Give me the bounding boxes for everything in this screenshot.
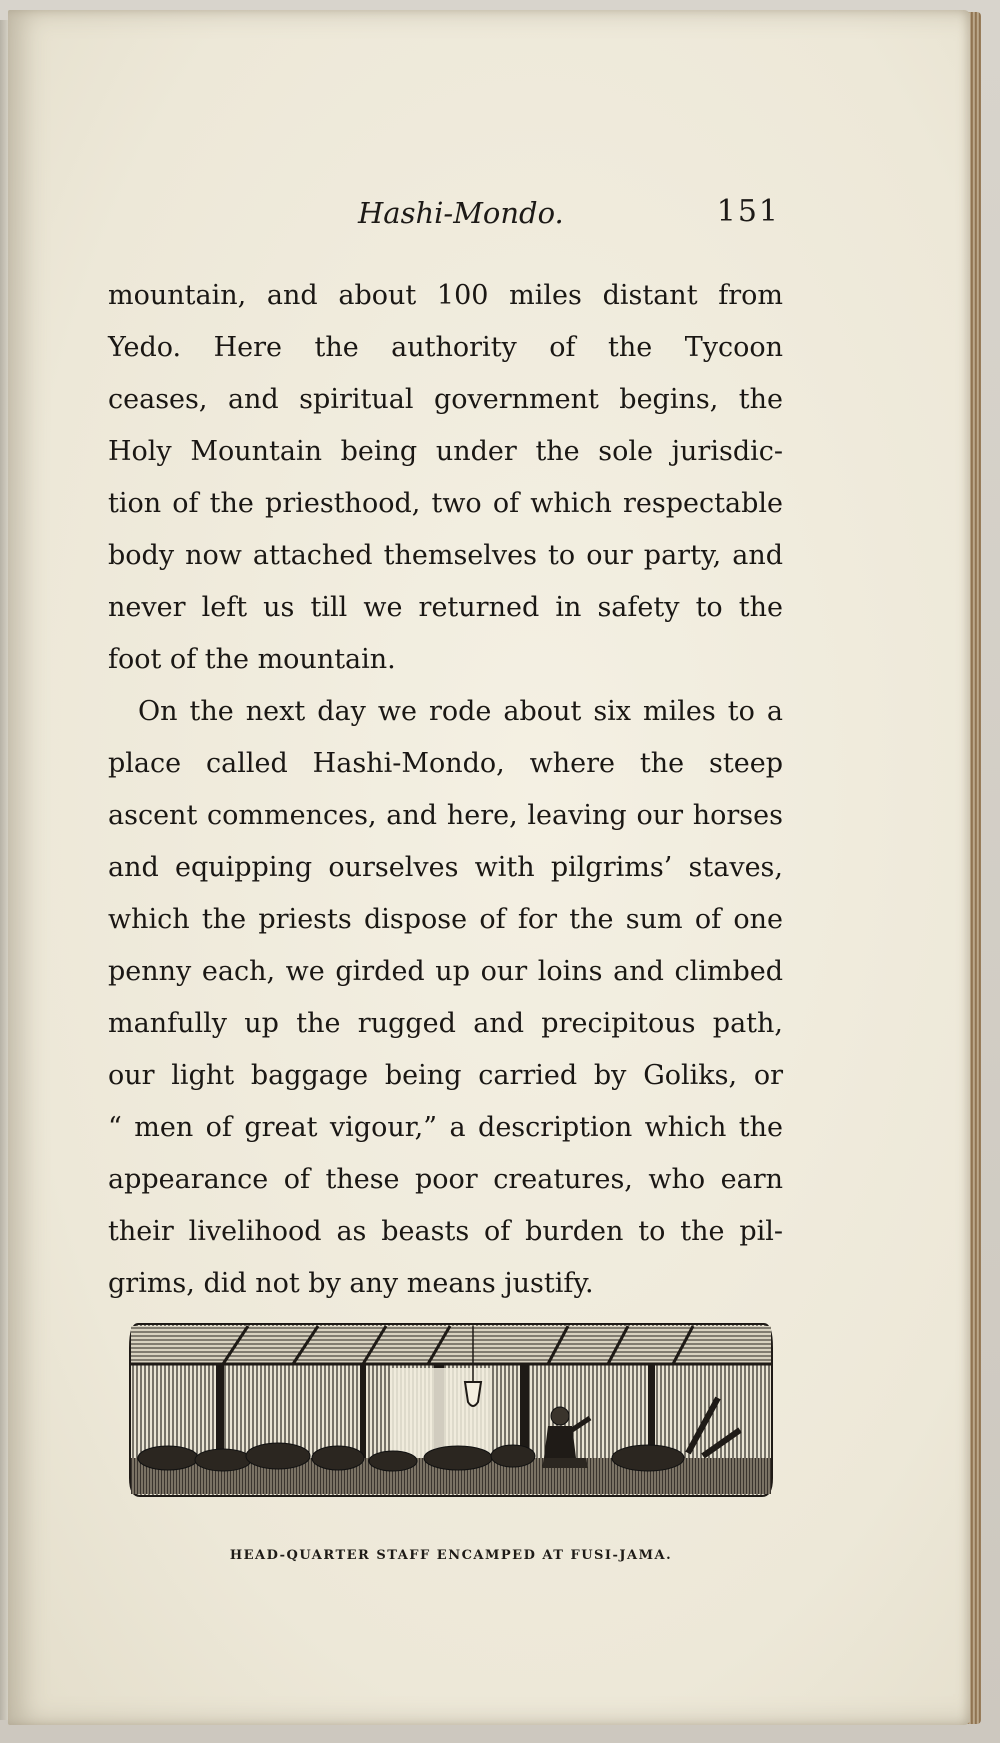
paragraph-2 <box>108 686 783 1310</box>
text-line: ceases, and spiritual government begins, the <box>108 384 783 415</box>
text-line: Holy Mountain being under the sole jurisdic- <box>108 436 783 467</box>
text-line: mountain, and about 100 miles distant from <box>108 280 783 311</box>
running-title: Hashi-Mondo. <box>358 196 564 230</box>
text-line: which the priests dispose of for the sum of one <box>108 904 783 935</box>
text-line: “ men of great vigour,” a description which the <box>108 1112 783 1143</box>
running-head <box>100 196 780 236</box>
text-line: foot of the mountain. <box>108 644 396 675</box>
text-line: body now attached themselves to our party, and <box>108 540 783 571</box>
text-line: appearance of these poor creatures, who earn <box>108 1164 783 1195</box>
text-line: place called Hashi-Mondo, where the steep <box>108 748 783 779</box>
text-line: grims, did not by any means justify. <box>108 1268 594 1299</box>
text-line: Yedo. Here the authority of the Tycoon <box>108 332 783 363</box>
lantern-icon <box>465 1382 481 1406</box>
text-line: tion of the priesthood, two of which respectable <box>108 488 783 519</box>
page-number: 151 <box>716 194 780 229</box>
text-line: manfully up the rugged and precipitous path, <box>108 1008 783 1039</box>
text-line: penny each, we girded up our loins and climbed <box>108 956 783 987</box>
paragraph-1 <box>108 270 783 686</box>
text-line: our light baggage being carried by Goliks, or <box>108 1060 783 1091</box>
text-line: ascent commences, and here, leaving our horses <box>108 800 783 831</box>
body-text <box>108 270 783 1310</box>
text-line: On the next day we rode about six miles to a <box>138 696 783 727</box>
illustration-caption: HEAD-QUARTER STAFF ENCAMPED AT FUSI-JAMA. <box>229 1548 673 1563</box>
text-line: their livelihood as beasts of burden to the pil- <box>108 1216 783 1247</box>
text-line: and equipping ourselves with pilgrims’ staves, <box>108 852 783 883</box>
engraving-illustration <box>128 1318 774 1502</box>
text-line: never left us till we returned in safety to the <box>108 592 783 623</box>
